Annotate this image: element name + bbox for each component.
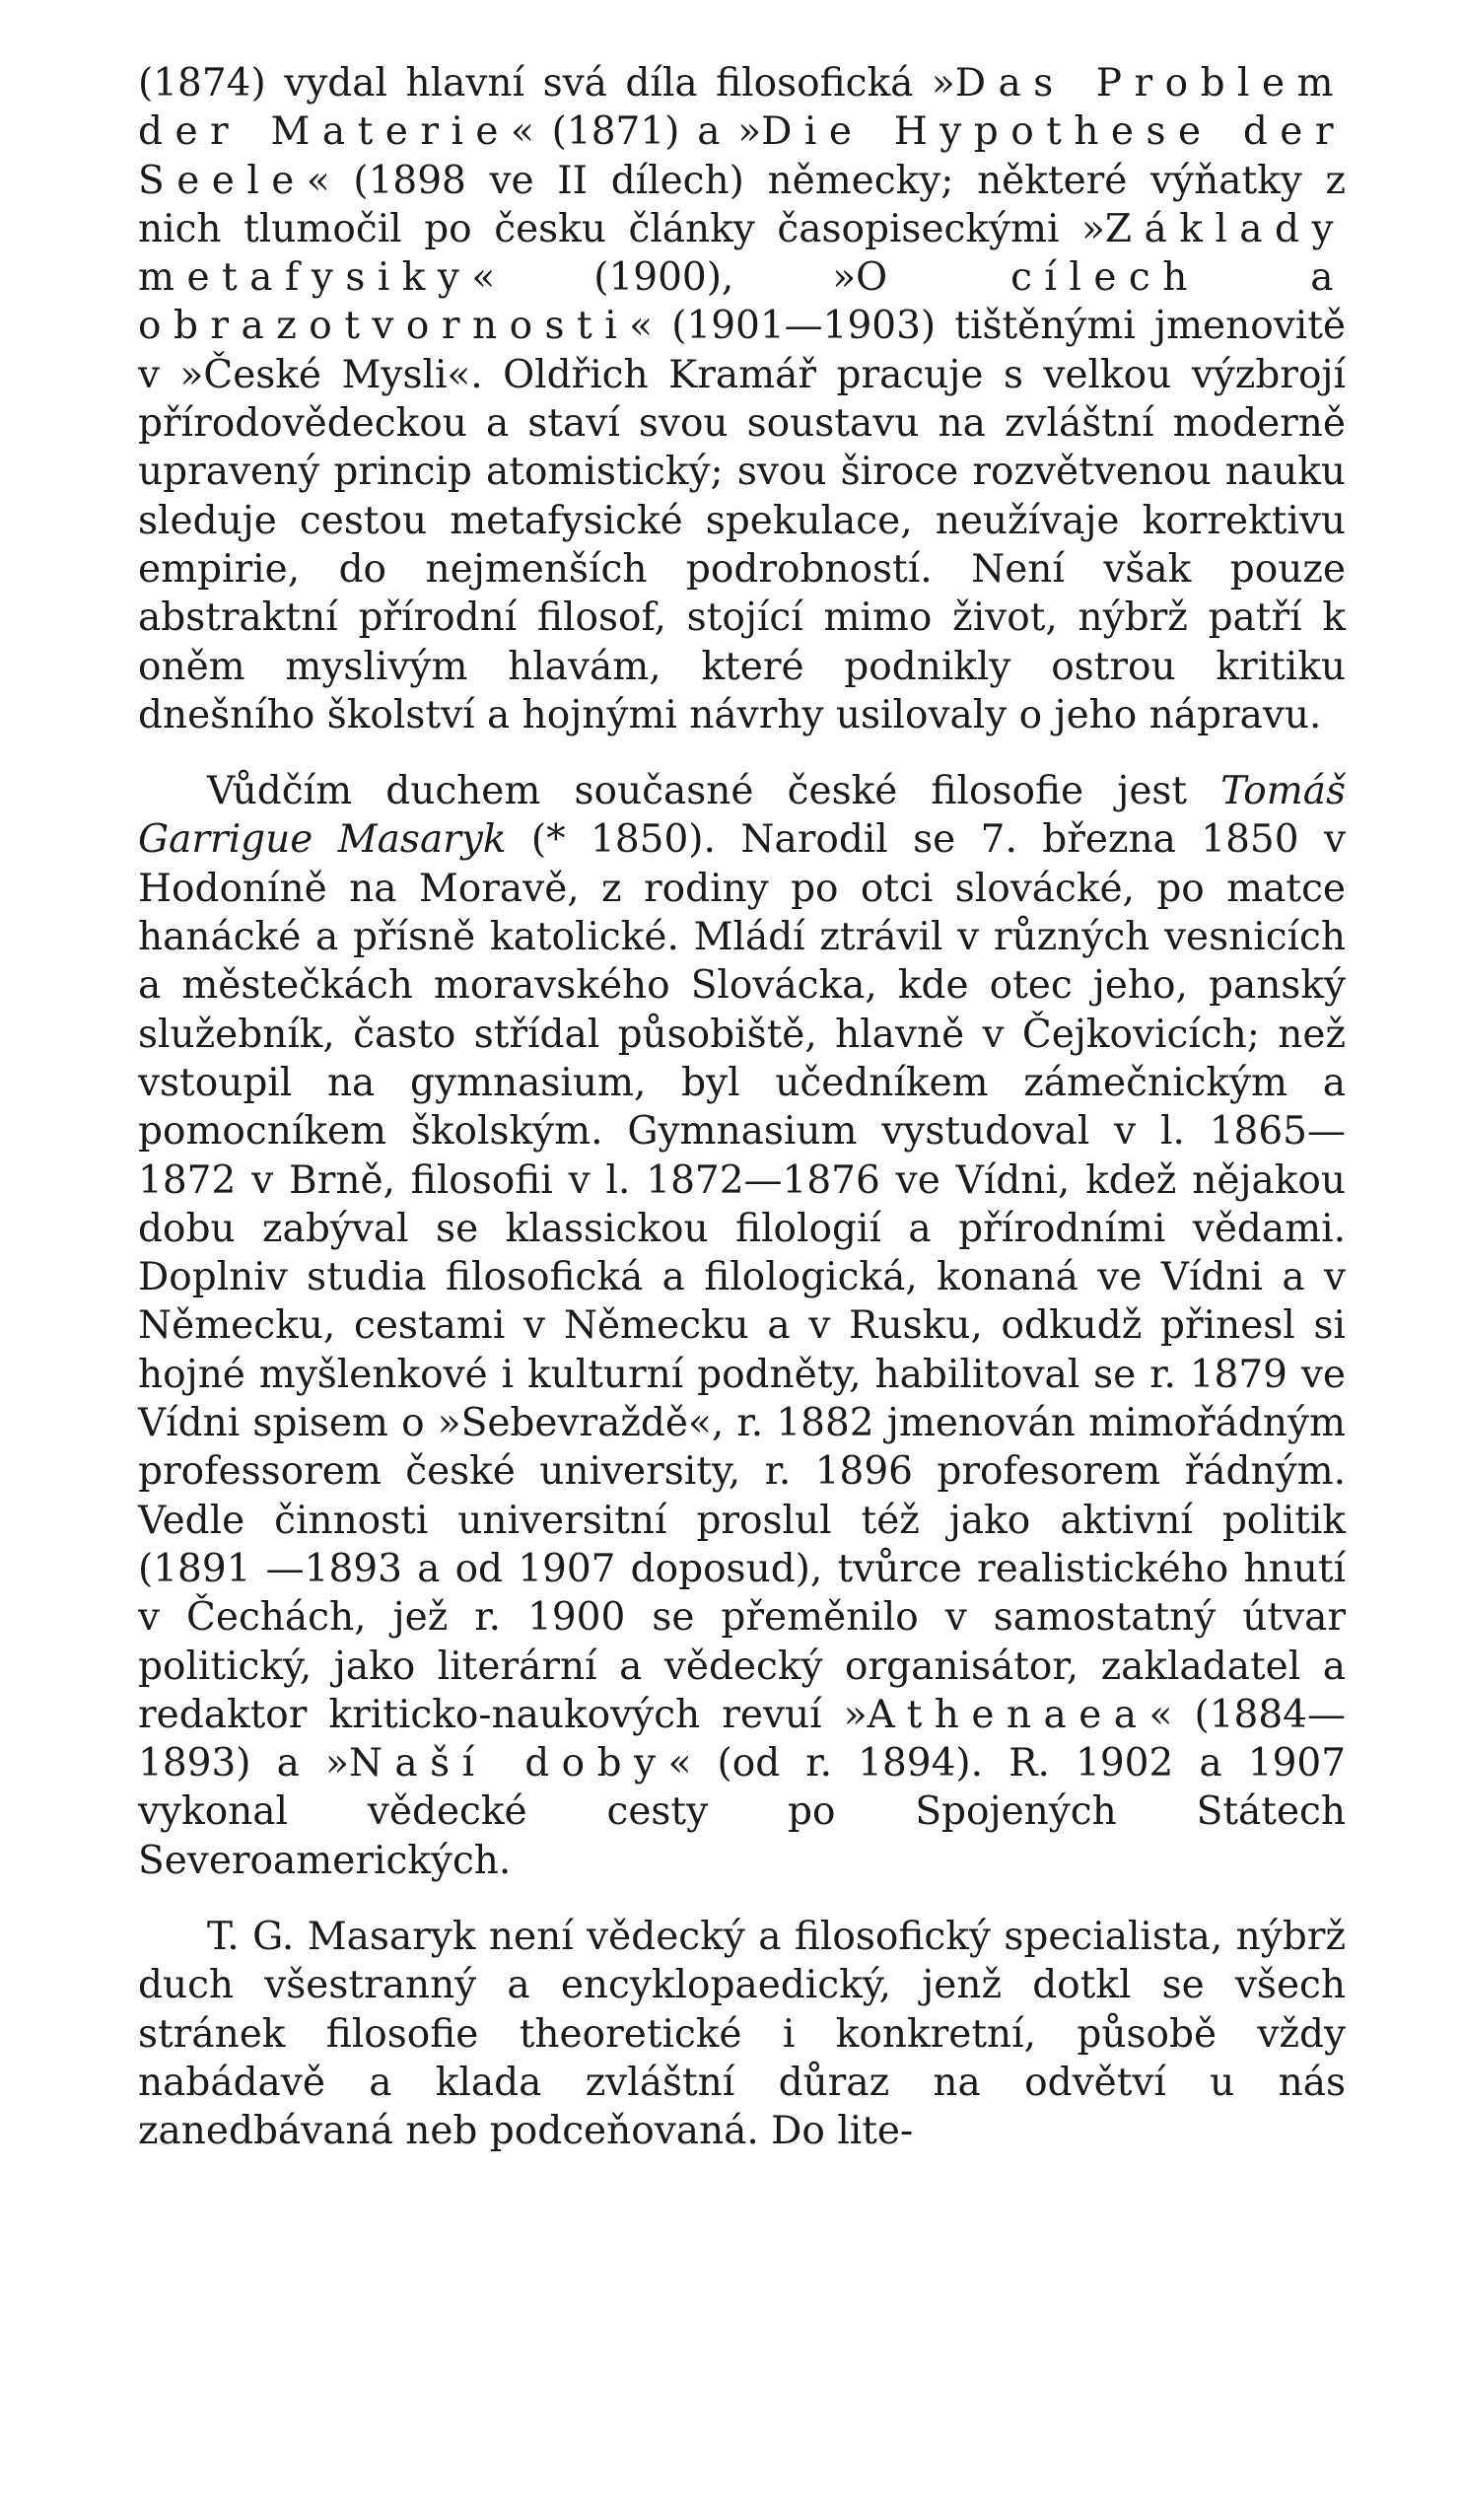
paragraph-1 — [138, 59, 1346, 739]
book-title-spaced: Základy metafysiky — [138, 206, 1346, 301]
person-name-italic: Tomáš Garrigue Masaryk — [138, 769, 1346, 863]
journal-title-spaced: Athenaea — [867, 1692, 1149, 1737]
text-span: Vůdčím duchem současné české filosofie jest — [207, 769, 1221, 814]
journal-title-spaced: Naší doby — [348, 1741, 668, 1786]
paragraph-gap — [138, 1885, 1346, 1913]
book-title-spaced: O cílech a obrazotvornosti — [138, 255, 1346, 349]
text-span: T. G. Masaryk není vědecký a filosofický specialista, nýbrž duch všestranný a encyklopaedický, jenž dotkl se všech stránek filosofie theoretické i konkretní, působě vždy nabádavě a klada zvláštní důraz na odvětví u nás zanedbávaná neb podceňovaná. Do lite- — [138, 1914, 1346, 2154]
book-title-spaced: Das Problem der Materie — [138, 61, 1346, 155]
paragraph-3 — [138, 1913, 1346, 2155]
text-span: « (1898 ve II dílech) německy; některé výňatky z nich tlumočil po česku články časopiseckými » — [138, 158, 1346, 251]
text-span: « (1900), » — [471, 255, 857, 301]
text-span: « (1901—1903) tištěnými jmenovitě v »České Mysli«. Oldřich Kramář pracuje s velkou výzbrojí přírodovědeckou a staví svou soustavu na zvláštní moderně upravený princip atomistický; svou široce rozvětvenou nauku sleduje cestou metafysické spekulace, neužívaje korrektivu empirie, do nejmenších podrobností. Není však pouze abstraktní přírodní filosof, stojící mimo život, nýbrž patří k oněm myslivým hlavám, které podnikly ostrou kritiku dnešního školství a hojnými návrhy usilovaly o jeho nápravu. — [138, 304, 1346, 737]
document-page — [138, 59, 1346, 2155]
text-span: « (od r. 1894). R. 1902 a 1907 vykonal vědecké cesty po Spojených Státech Severoamerických. — [138, 1741, 1347, 1883]
paragraph-gap — [138, 739, 1346, 767]
text-span: (* 1850). Narodil se 7. března 1850 v Hodoníně na Moravě, z rodiny po otci slovácké, po matce hanácké a přísně katolické. Mládí ztrávil v různých vesnicích a městečkách moravského Slovácka, kde otec jeho, panský služebník, často střídal působiště, hlavně v Čejkovicích; než vstoupil na gymnasium, byl učedníkem zámečnickým a pomocníkem školským. Gymnasium vystudoval v l. 1865—1872 v Brně, filosofii v l. 1872—1876 ve Vídni, kdež nějakou dobu zabýval se klassickou filologií a přírodními vědami. Doplniv studia filosofická a filologická, konaná ve Vídni a v Německu, cestami v Německu a v Rusku, odkudž přinesl si hojné myšlenkové i kulturní podněty, habilitoval se r. 1879 ve Vídni spisem o »Sebevraždě«, r. 1882 jmenován mimořádným professorem české university, r. 1896 profesorem řádným. Vedle činnosti universitní proslul též jako aktivní politik (1891 —1893 a od 1907 doposud), tvůrce realistického hnutí v Čechách, jež r. 1900 se přeměnilo v samostatný útvar politický, jako literární a vědecký organisátor, zakladatel a redaktor kriticko-naukových revuí » — [138, 817, 1346, 1737]
text-span: « (1871) a » — [510, 109, 762, 155]
text-span: « (1884—1893) a » — [138, 1692, 1346, 1786]
text-span: (1874) vydal hlavní svá díla filosofická » — [138, 61, 955, 105]
paragraph-2 — [138, 767, 1346, 1885]
book-title-spaced: Die Hypothese der Seele — [138, 109, 1346, 203]
